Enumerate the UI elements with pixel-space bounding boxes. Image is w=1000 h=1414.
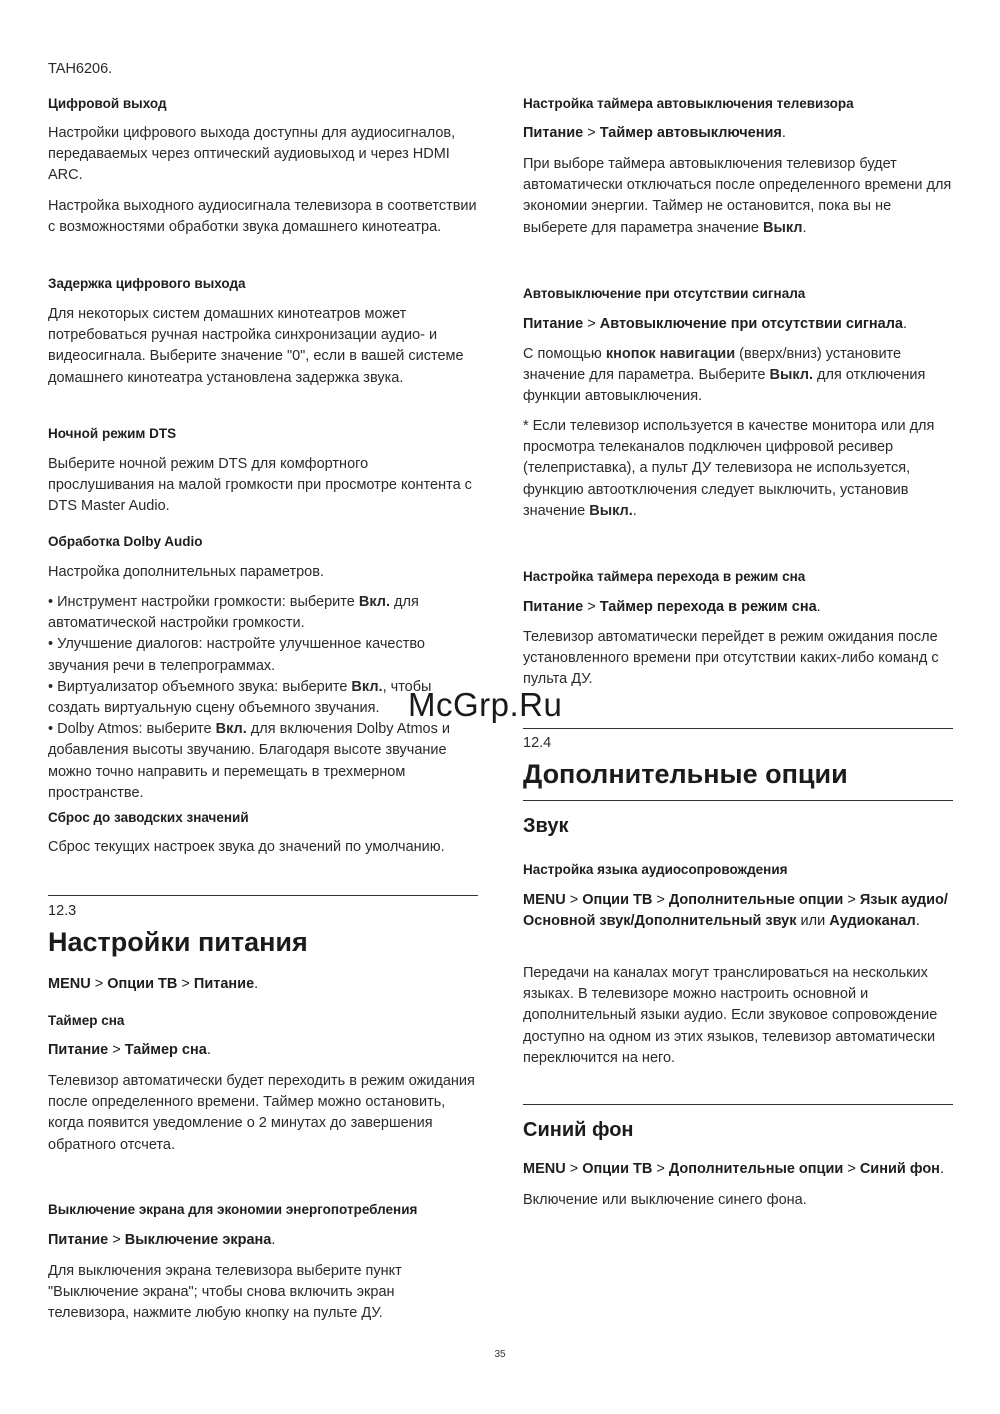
power-menu-path: MENU > Опции ТВ > Питание.: [48, 976, 259, 992]
reset-paragraph: Сброс текущих настроек звука до значений по умолчанию.: [48, 839, 445, 855]
blue-background-path: MENU > Опции ТВ > Дополнительные опции > Синий фон.: [523, 1161, 944, 1177]
digital-delay-paragraph: Для некоторых систем домашних кинотеатров может потребоваться ручная настройка синхронизации аудио- и видеосигнала. Выберите значение "0", если в вашей системе домашнего кинотеатра установлена задержка звука.: [48, 306, 464, 386]
watermark-logo: McGrp.Ru: [408, 686, 563, 723]
sleep-timer-heading: Таймер сна: [48, 1013, 125, 1028]
sound-subtitle: Звук: [523, 815, 569, 837]
model-text: TAH6206.: [48, 61, 113, 77]
audio-language-heading: Настройка языка аудиосопровождения: [523, 862, 788, 877]
sleep-timer-paragraph: Телевизор автоматически будет переходить в режим ожидания после определенного времени. Таймер можно остановить, когда появится уведомление о 2 минутах до завершения обратного отсчета.: [48, 1073, 475, 1153]
reset-heading: Сброс до заводских значений: [48, 810, 249, 825]
sleep-timer-path: Питание > Таймер сна.: [48, 1042, 211, 1058]
section-number-12-4: 12.4: [523, 735, 552, 751]
no-signal-path: Питание > Автовыключение при отсутствии сигнала.: [523, 316, 908, 332]
sleep-standby-paragraph: Телевизор автоматически перейдет в режим ожидания после установленного времени при отсутствии каких-либо команд с пульта ДУ.: [523, 629, 939, 688]
section-divider-12-3: [48, 895, 478, 896]
dolby-bullet-atmos: • Dolby Atmos: выберите Вкл. для включения Dolby Atmos и добавления высоты звучанию. Благодаря высоте звучание можно точно направить и перемещать в трехмерном пространстве.: [48, 721, 450, 801]
auto-off-path: Питание > Таймер автовыключения.: [523, 125, 786, 141]
sleep-standby-heading: Настройка таймера перехода в режим сна: [523, 569, 806, 584]
dolby-bullet-volume: • Инструмент настройки громкости: выберите Вкл. для автоматической настройки громкости.: [48, 594, 419, 632]
dts-night-paragraph: Выберите ночной режим DTS для комфортного прослушивания на малой громкости при просмотре контента с DTS Master Audio.: [48, 456, 472, 515]
digital-out-paragraph-2: Настройка выходного аудиосигнала телевизора в соответствии с возможностями обработки звука домашнего кинотеатра.: [48, 198, 477, 236]
sleep-standby-path: Питание > Таймер перехода в режим сна.: [523, 599, 821, 615]
digital-out-paragraph-1: Настройки цифрового выхода доступны для аудиосигналов, передаваемых через оптический аудиовыход и через HDMI ARC.: [48, 125, 456, 184]
auto-off-heading: Настройка таймера автовыключения телевизора: [523, 96, 854, 111]
dts-night-heading: Ночной режим DTS: [48, 426, 177, 441]
audio-language-paragraph: Передачи на каналах могут транслироваться на нескольких языках. В телевизоре можно настроить основной и дополнительный языки аудио. Если звуковое сопровождение доступно на одном из этих языков, телевизор автоматически переключится на него.: [523, 965, 938, 1066]
digital-out-heading: Цифровой выход: [48, 96, 167, 111]
audio-language-path: MENU > Опции ТВ > Дополнительные опции > Язык аудио/Основной звук/Дополнительный звук или Аудиоканал.: [523, 892, 948, 930]
auto-off-paragraph: При выборе таймера автовыключения телевизор будет автоматически отключаться после определенного времени для экономии энергии. Таймер не остановится, пока вы не выберете для параметра значение Выкл.: [523, 156, 952, 236]
extra-options-title-underline: [523, 800, 953, 801]
dolby-bullet-dialog: • Улучшение диалогов: настройте улучшенное качество звучания речи в телепрограммах.: [48, 636, 425, 674]
dolby-paragraph: Настройка дополнительных параметров.: [48, 564, 324, 580]
extra-options-title: Дополнительные опции: [523, 759, 848, 789]
page-number: 35: [494, 1349, 506, 1360]
dolby-heading: Обработка Dolby Audio: [48, 534, 203, 549]
blue-background-paragraph: Включение или выключение синего фона.: [523, 1192, 807, 1208]
power-settings-title: Настройки питания: [48, 927, 308, 957]
no-signal-heading: Автовыключение при отсутствии сигнала: [523, 286, 806, 301]
no-signal-paragraph-1: С помощью кнопок навигации (вверх/вниз) установите значение для параметра. Выберите Выкл. для отключения функции автовыключения.: [523, 346, 926, 405]
section-divider-12-4: [523, 728, 953, 729]
blue-background-divider: [523, 1104, 953, 1105]
screen-off-path: Питание > Выключение экрана.: [48, 1232, 276, 1248]
no-signal-paragraph-2: * Если телевизор используется в качестве монитора или для просмотра телеканалов подключен цифровой ресивер (телеприставка), а пульт ДУ телевизора не используется, функцию автоотключения следует выключить, установив значение Выкл..: [523, 418, 935, 519]
screen-off-paragraph: Для выключения экрана телевизора выберите пункт "Выключение экрана"; чтобы снова включить экран телевизора, нажмите любую кнопку на пульте ДУ.: [48, 1263, 402, 1322]
dolby-bullet-virtualizer: • Виртуализатор объемного звука: выберите Вкл., чтобы создать виртуальную сцену объемного звучания.: [48, 678, 432, 717]
blue-background-subtitle: Синий фон: [523, 1119, 634, 1141]
digital-delay-heading: Задержка цифрового выхода: [48, 276, 246, 291]
section-number-12-3: 12.3: [48, 903, 77, 919]
screen-off-heading: Выключение экрана для экономии энергопотребления: [48, 1202, 418, 1217]
